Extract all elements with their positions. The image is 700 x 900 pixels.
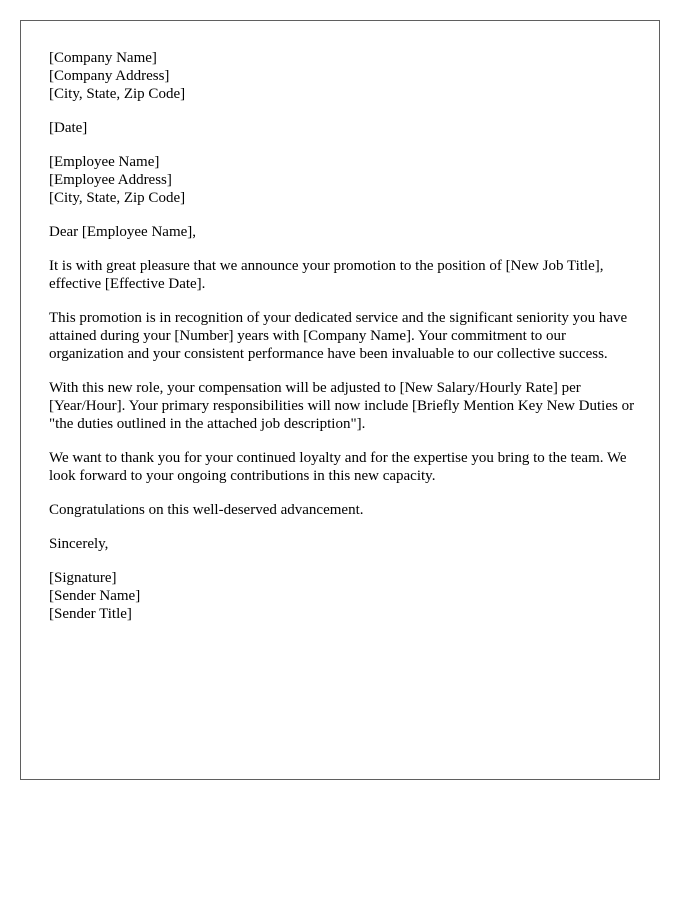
- paragraph-congratulations: Congratulations on this well-deserved advancement.: [49, 502, 364, 518]
- sender-header: [49, 49, 639, 103]
- date-block: [49, 119, 639, 137]
- letter-date: [Date]: [49, 120, 88, 136]
- company-city-state-zip: [City, State, Zip Code]: [49, 86, 186, 102]
- employee-address: [Employee Address]: [49, 172, 172, 188]
- sender-title: [Sender Title]: [49, 606, 132, 622]
- signature: [Signature]: [49, 570, 117, 586]
- salutation: Dear [Employee Name],: [49, 224, 197, 240]
- company-name: [Company Name]: [49, 50, 157, 66]
- paragraph-thanks: We want to thank you for your continued loyalty and for the expertise you bring to the team. We look forward to your ongoing contributions in this new capacity.: [49, 450, 627, 484]
- employee-city-state-zip: [City, State, Zip Code]: [49, 190, 186, 206]
- sender-name: [Sender Name]: [49, 588, 141, 604]
- employee-name: [Employee Name]: [49, 154, 160, 170]
- closing: Sincerely,: [49, 536, 109, 552]
- signature-block: [49, 569, 639, 623]
- recipient-block: [49, 153, 639, 207]
- letter-content: [49, 49, 639, 639]
- paragraph-compensation: With this new role, your compensation will be adjusted to [New Salary/Hourly Rate] per [Year/Hour]. Your primary responsibilities will now include [Briefly Mention Key New Duties or "the duties outlined in the attached job description"].: [49, 380, 635, 432]
- paragraph-recognition: This promotion is in recognition of your dedicated service and the significant seniority you have attained during your [Number] years with [Company Name]. Your commitment to our organization and your consistent performance have been invaluable to our collective success.: [49, 310, 628, 362]
- paragraph-announcement: It is with great pleasure that we announce your promotion to the position of [New Job Title], effective [Effective Date].: [49, 258, 604, 292]
- letter-page: [20, 20, 660, 780]
- company-address: [Company Address]: [49, 68, 170, 84]
